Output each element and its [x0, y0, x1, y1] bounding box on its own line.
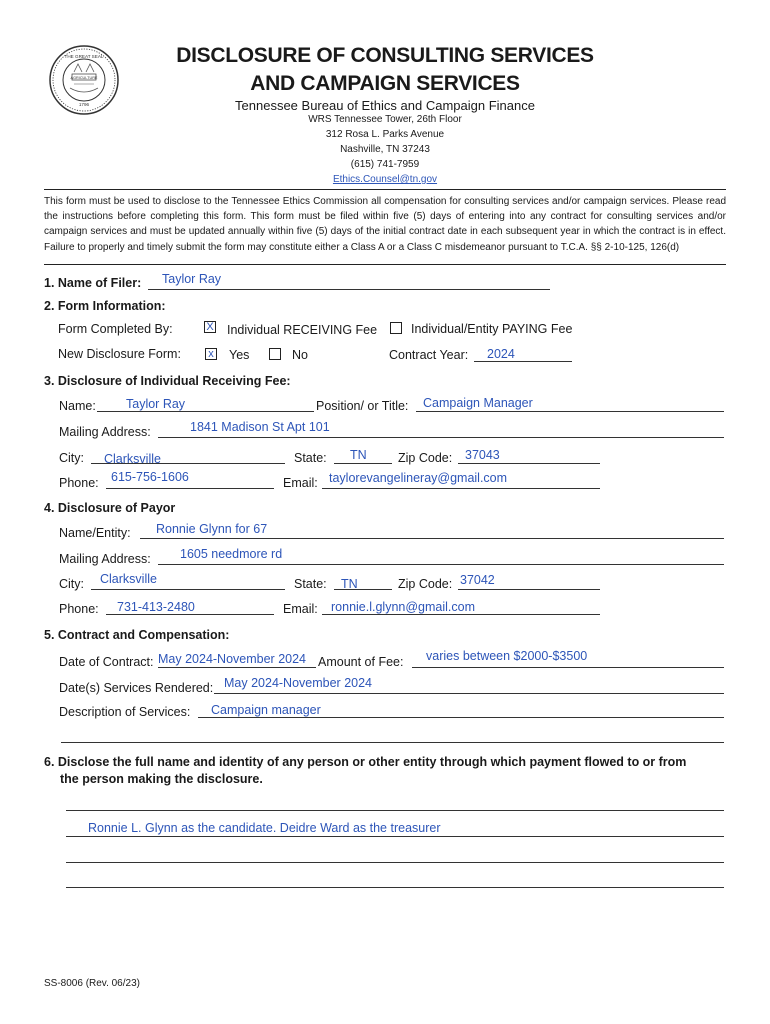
section-6-heading-line1: 6. Disclose the full name and identity of any person or other entity through which payment flowed to or from [44, 755, 687, 769]
payor-state-label: State: [294, 577, 327, 591]
no-label: No [292, 348, 308, 362]
contract-date-label: Date of Contract: [59, 655, 154, 669]
receiver-name-line [97, 411, 314, 412]
payor-email-label: Email: [283, 602, 318, 616]
services-rendered-line [214, 693, 724, 694]
section-6-line-2 [66, 836, 724, 837]
form-title-line2: AND CAMPAIGN SERVICES [250, 72, 520, 95]
payor-state-field[interactable]: TN [341, 577, 358, 591]
services-rendered-field[interactable]: May 2024-November 2024 [224, 676, 372, 690]
contract-year-label: Contract Year: [389, 348, 469, 362]
intro-paragraph: This form must be used to disclose to the Tennessee Ethics Commission all compensation for consulting services and/or campaign services. Please read the instructions before completing this form. This form must be filed within five (5) days of entering into any contract for consulting services and/or campaign services and must be updated annually within five (5) days of the initial contract date in each subsequent year in which the contract is in effect. Failure to properly and timely submit the form may constitute either a Class A or a Class C misdemeanor pursuant to T.C.A. §§ 2-10-125, 126(d) [44, 196, 726, 253]
fee-field[interactable]: varies between $2000-$3500 [426, 649, 588, 663]
section-6-heading-line2: the person making the disclosure. [60, 772, 263, 786]
section-6-line-1[interactable] [66, 810, 724, 811]
position-line [416, 411, 724, 412]
completed-by-label: Form Completed By: [58, 322, 173, 336]
payor-city-label: City: [59, 577, 84, 591]
agency-name: Tennessee Bureau of Ethics and Campaign Finance [235, 98, 535, 113]
new-disclosure-no-checkbox[interactable] [269, 348, 281, 360]
section-6-line-4[interactable] [66, 887, 724, 888]
receiving-fee-label: Individual RECEIVING Fee [227, 323, 378, 337]
receiver-mailing-line [158, 437, 724, 438]
receiver-email-field[interactable]: taylorevangelineray@gmail.com [329, 471, 508, 485]
position-label: Position/ or Title: [316, 399, 409, 413]
agency-email-link[interactable]: Ethics.Counsel@tn.gov [332, 174, 438, 185]
receiver-zip-label: Zip Code: [398, 451, 453, 465]
form-title-line1: DISCLOSURE OF CONSULTING SERVICES [176, 44, 594, 67]
payor-email-field[interactable]: ronnie.l.glynn@gmail.com [331, 600, 476, 614]
section-6-answer-field[interactable]: Ronnie L. Glynn as the candidate. Deidre Ward as the treasurer [88, 821, 441, 835]
section-1-heading: 1. Name of Filer: [44, 276, 142, 290]
receiver-city-field[interactable]: Clarksville [104, 452, 161, 466]
receiver-name-field[interactable]: Taylor Ray [126, 397, 186, 411]
receiver-phone-label: Phone: [59, 476, 99, 490]
receiving-fee-checkbox[interactable]: X [204, 321, 216, 333]
services-description-field[interactable]: Campaign manager [211, 703, 321, 717]
section-6-line-3[interactable] [66, 862, 724, 863]
payor-email-line [322, 614, 600, 615]
divider-top [44, 189, 726, 190]
agency-address-1: WRS Tennessee Tower, 26th Floor [308, 114, 462, 125]
new-disclosure-label: New Disclosure Form: [58, 347, 181, 361]
receiver-phone-line [106, 488, 274, 489]
services-rendered-label: Date(s) Services Rendered: [59, 681, 214, 695]
receiver-state-line [334, 463, 392, 464]
form-id-footer: SS-8006 (Rev. 06/23) [44, 978, 140, 989]
fee-label: Amount of Fee: [318, 655, 404, 669]
payor-mailing-field[interactable]: 1605 needmore rd [180, 547, 283, 561]
receiver-city-label: City: [59, 451, 84, 465]
svg-text:AGRICULTURE: AGRICULTURE [70, 75, 98, 80]
services-description-line-2[interactable] [61, 742, 724, 743]
position-field[interactable]: Campaign Manager [423, 396, 533, 410]
paying-fee-label: Individual/Entity PAYING Fee [411, 322, 573, 336]
receiver-zip-field[interactable]: 37043 [465, 448, 500, 462]
payor-name-field[interactable]: Ronnie Glynn for 67 [156, 522, 268, 536]
agency-phone: (615) 741-7959 [350, 159, 420, 170]
contract-year-line [474, 361, 572, 362]
payor-zip-field[interactable]: 37042 [460, 573, 495, 587]
section-5-heading: 5. Contract and Compensation: [44, 628, 230, 642]
receiver-name-label: Name: [59, 399, 96, 413]
payor-zip-line [458, 589, 600, 590]
contract-date-line [158, 667, 316, 668]
contract-year-field[interactable]: 2024 [487, 347, 515, 361]
receiver-state-label: State: [294, 451, 327, 465]
receiver-mailing-label: Mailing Address: [59, 425, 151, 439]
section-4-heading: 4. Disclosure of Payor [44, 501, 176, 515]
new-disclosure-yes-checkbox[interactable]: x [205, 348, 217, 360]
payor-phone-field[interactable]: 731-413-2480 [117, 600, 195, 614]
contract-date-field[interactable]: May 2024-November 2024 [158, 652, 306, 666]
payor-city-field[interactable]: Clarksville [100, 572, 157, 586]
agency-address-2: 312 Rosa L. Parks Avenue [325, 129, 445, 140]
receiver-email-line [322, 488, 600, 489]
payor-mailing-line [158, 564, 724, 565]
filer-name-line [148, 289, 550, 290]
receiver-state-field[interactable]: TN [350, 448, 367, 462]
svg-text:THE GREAT SEAL: THE GREAT SEAL [64, 54, 104, 59]
receiver-email-label: Email: [283, 476, 318, 490]
filer-name-field[interactable]: Taylor Ray [162, 272, 222, 286]
payor-phone-label: Phone: [59, 602, 99, 616]
divider-bottom [44, 264, 726, 265]
payor-phone-line [106, 614, 274, 615]
paying-fee-checkbox[interactable] [390, 322, 402, 334]
payor-mailing-label: Mailing Address: [59, 552, 151, 566]
yes-label: Yes [229, 348, 250, 362]
receiver-phone-field[interactable]: 615-756-1606 [111, 470, 189, 484]
receiver-mailing-field[interactable]: 1841 Madison St Apt 101 [190, 420, 330, 434]
payor-name-line [140, 538, 724, 539]
payor-city-line [91, 589, 285, 590]
receiver-zip-line [458, 463, 600, 464]
section-2-heading: 2. Form Information: [44, 299, 166, 313]
section-3-heading: 3. Disclosure of Individual Receiving Fee: [44, 374, 291, 388]
agency-address-3: Nashville, TN 37243 [340, 144, 430, 155]
fee-line [412, 667, 724, 668]
payor-zip-label: Zip Code: [398, 577, 453, 591]
services-description-line [198, 717, 724, 718]
services-description-label: Description of Services: [59, 705, 191, 719]
payor-name-label: Name/Entity: [59, 526, 131, 540]
svg-text:1796: 1796 [78, 102, 90, 107]
